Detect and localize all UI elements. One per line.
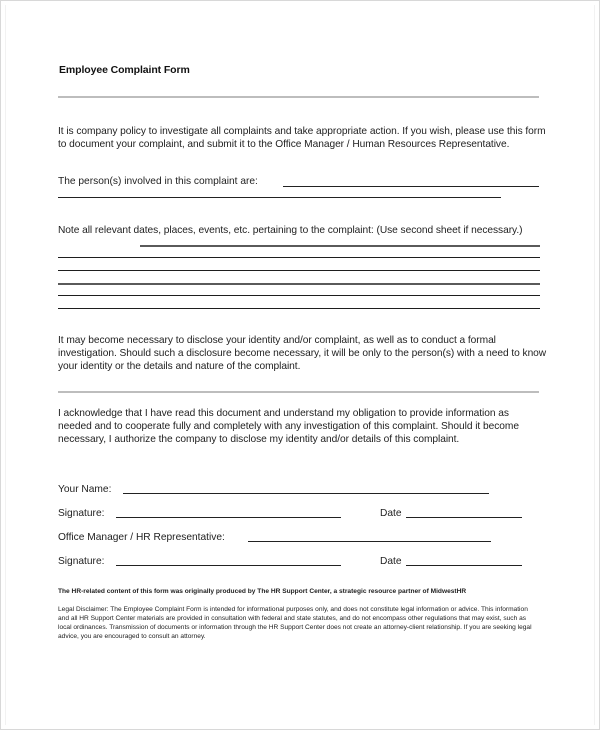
- persons-involved-input-line-2[interactable]: [58, 197, 501, 198]
- hr-date-input[interactable]: [406, 565, 522, 566]
- form-title: Employee Complaint Form: [59, 64, 190, 76]
- notes-input-line-1[interactable]: [140, 245, 540, 247]
- acknowledgement-paragraph: I acknowledge that I have read this document and understand my obligation to provide information as needed and to cooperate fully and completely with any investigation of this complaint. Should it become necessary, I authorize the company to disclose my identity and/or details of this complaint.: [58, 408, 519, 445]
- notes-input-line-3[interactable]: [58, 270, 540, 271]
- notes-input-line-6[interactable]: [58, 308, 540, 309]
- content-credit: The HR-related content of this form was originally produced by The HR Support Center, a strategic resource partner of MidwestHR: [58, 588, 467, 595]
- signature-label: Signature:: [58, 508, 105, 519]
- date-label: Date: [380, 508, 402, 519]
- persons-involved-label: The person(s) involved in this complaint are:: [58, 176, 258, 187]
- notes-label: Note all relevant dates, places, events, etc. pertaining to the complaint: (Use second sheet if necessary.): [58, 225, 523, 236]
- hr-date-label: Date: [380, 556, 402, 567]
- hr-representative-label: Office Manager / HR Representative:: [58, 532, 225, 543]
- legal-disclaimer: Legal Disclaimer: The Employee Complaint Form is intended for informational purposes only, and does not constitute legal information or advice. This information and all HR Support Center materials are provided in consultation with federal and state statutes, and do not encompass other regulations that may exist, such as local ordinances. Transmission of documents or information through the HR Support Center does not create an attorney-client relationship. If you are seeking legal advice, you are encouraged to consult an attorney.: [58, 606, 532, 640]
- notes-input-line-5[interactable]: [58, 295, 540, 296]
- hr-representative-input[interactable]: [248, 541, 491, 542]
- disclosure-paragraph: It may become necessary to disclose your identity and/or complaint, as well as to conduct a formal investigation. Should such a disclosure become necessary, it will be only to the person(s) with a need to know your identity or the details and nature of the complaint.: [58, 335, 547, 372]
- your-name-label: Your Name:: [58, 484, 112, 495]
- hr-signature-label: Signature:: [58, 556, 105, 567]
- notes-input-line-4[interactable]: [58, 283, 540, 285]
- hr-signature-input[interactable]: [116, 565, 341, 566]
- your-name-input[interactable]: [123, 493, 489, 494]
- title-divider: [58, 96, 539, 98]
- persons-involved-input-line-1[interactable]: [283, 186, 539, 187]
- intro-paragraph: It is company policy to investigate all complaints and take appropriate action. If you wish, please use this form to document your complaint, and submit it to the Office Manager / Human Resources Representative.: [58, 126, 546, 150]
- signature-input[interactable]: [116, 517, 341, 518]
- section-divider: [58, 391, 539, 393]
- notes-input-line-2[interactable]: [58, 257, 540, 258]
- date-input[interactable]: [406, 517, 522, 518]
